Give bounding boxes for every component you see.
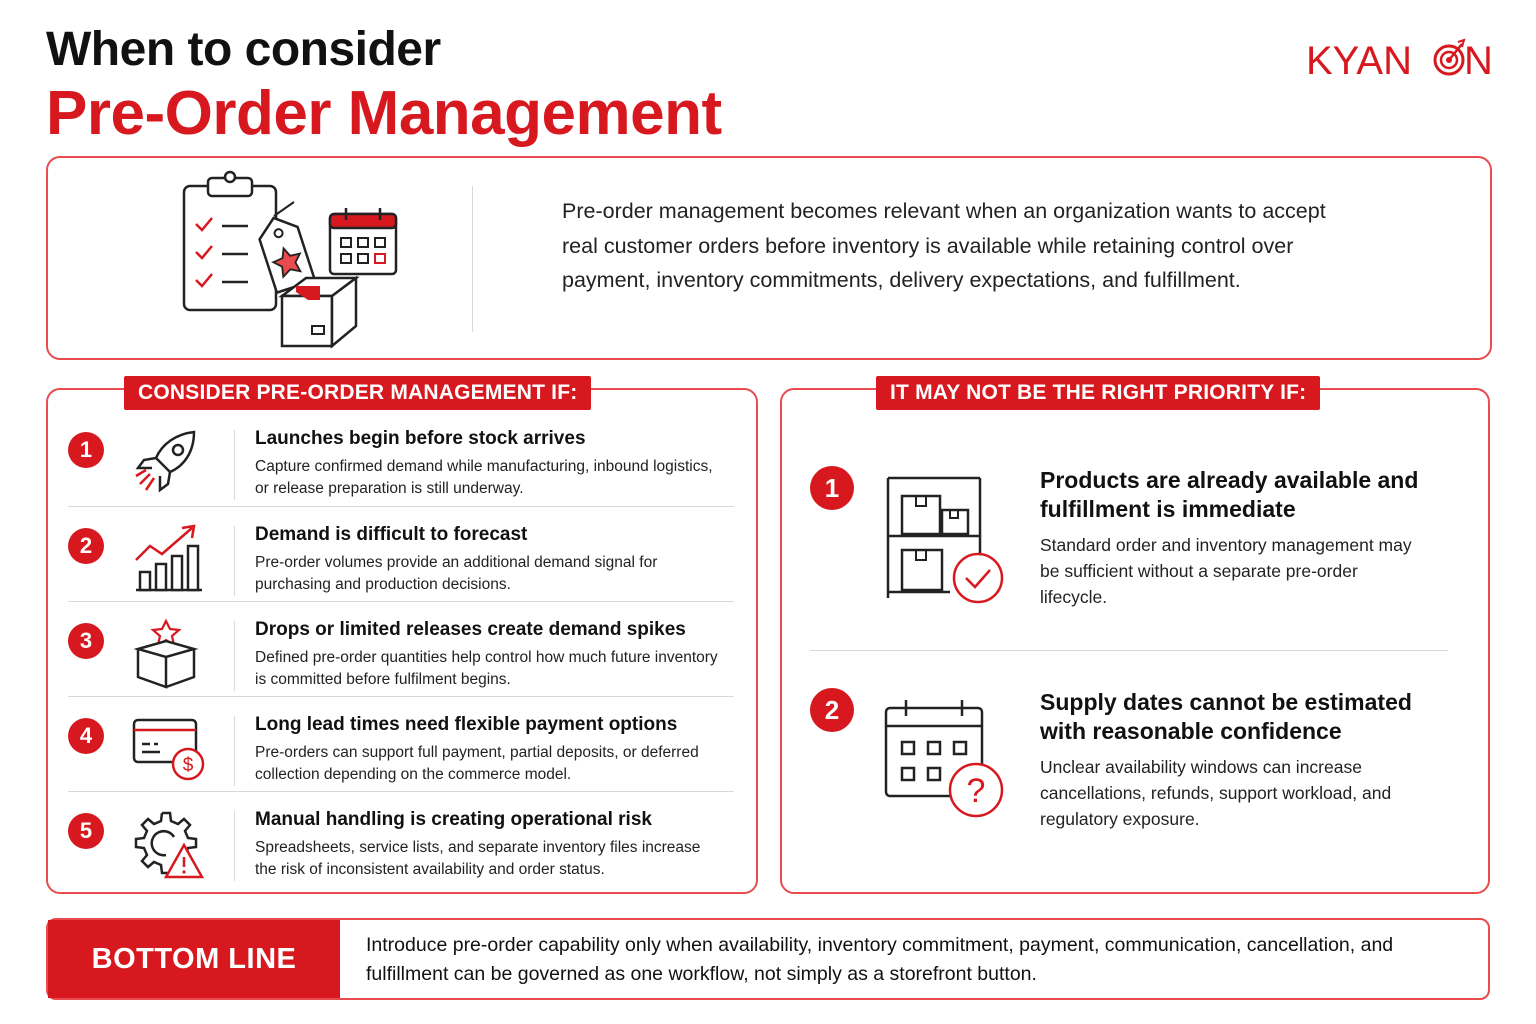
item-number: 1 [68, 432, 104, 468]
svg-text:N: N [1464, 39, 1493, 83]
item-divider [234, 716, 235, 786]
not-priority-heading: IT MAY NOT BE THE RIGHT PRIORITY IF: [876, 376, 1320, 410]
growth-chart-icon [132, 524, 204, 596]
item-description: Pre-orders can support full payment, partial deposits, or deferred collection depending on the commerce model. [255, 744, 699, 783]
item-number: 1 [810, 466, 854, 510]
bottom-line-box [46, 918, 1490, 1000]
item-number: 4 [68, 718, 104, 754]
item-description: Capture confirmed demand while manufacturing, inbound logistics, or release preparation is still underway. [255, 458, 713, 497]
item-description: Standard order and inventory management may be sufficient without a separate pre-order lifecycle. [1040, 535, 1412, 607]
gear-warning-icon [132, 809, 204, 881]
item-title: Supply dates cannot be estimated with reasonable confidence [1040, 689, 1412, 744]
bottom-line-text: Introduce pre-order capability only when availability, inventory commitment, payment, communication, cancellation, and fulfillment can be governed as one workflow, not simply as a storefront button. [366, 934, 1394, 985]
card-payment-icon [132, 714, 204, 786]
box-star-icon [132, 619, 204, 691]
row-divider [68, 506, 734, 507]
item-divider [234, 526, 235, 596]
shelf-check-icon [880, 466, 1010, 596]
item-number: 3 [68, 623, 104, 659]
item-divider [234, 811, 235, 881]
title-line-2: Pre-Order Management [46, 79, 722, 148]
item-divider [234, 430, 235, 500]
calendar-question-icon [880, 688, 1010, 818]
item-number: 5 [68, 813, 104, 849]
item-title: Launches begin before stock arrives [255, 428, 586, 449]
intro-text: Pre-order management becomes relevant when an organization wants to accept real customer orders before inventory is available while retaining control over payment, inventory commitments, delivery expectations, and fulfillment. [562, 199, 1326, 292]
item-description: Pre-order volumes provide an additional demand signal for purchasing and production decisions. [255, 554, 658, 593]
item-title: Manual handling is creating operational risk [255, 809, 652, 830]
item-number: 2 [810, 688, 854, 732]
svg-text:$: $ [182, 755, 194, 776]
svg-text:?: ? [966, 772, 986, 810]
bottom-line-label: BOTTOM LINE [48, 920, 340, 998]
item-title: Drops or limited releases create demand spikes [255, 619, 686, 640]
not-priority-item [810, 688, 1450, 858]
not-priority-item [810, 466, 1450, 636]
item-description: Unclear availability windows can increase cancellations, refunds, support workload, and regulatory exposure. [1040, 757, 1392, 829]
item-divider [234, 621, 235, 691]
item-description: Defined pre-order quantities help control how much future inventory is committed before fulfilment begins. [255, 649, 718, 688]
kyanon-logo [1306, 36, 1493, 83]
consider-item [68, 807, 734, 901]
intro-box [46, 156, 1492, 360]
svg-text:KYAN: KYAN [1306, 39, 1412, 83]
consider-heading: CONSIDER PRE-ORDER MANAGEMENT IF: [124, 376, 591, 410]
intro-divider [472, 186, 473, 332]
row-divider [68, 791, 734, 792]
item-description: Spreadsheets, service lists, and separate inventory files increase the risk of inconsistent availability and order status. [255, 839, 701, 878]
title-line-1: When to consider [46, 23, 441, 76]
item-title: Long lead times need flexible payment options [255, 714, 678, 735]
item-title: Demand is difficult to forecast [255, 524, 528, 545]
item-title: Products are already available and fulfillment is immediate [1040, 467, 1419, 522]
row-divider [810, 650, 1448, 651]
rocket-icon [132, 428, 204, 500]
row-divider [68, 696, 734, 697]
preorder-illustration-icon [174, 166, 414, 352]
row-divider [68, 601, 734, 602]
item-number: 2 [68, 528, 104, 564]
